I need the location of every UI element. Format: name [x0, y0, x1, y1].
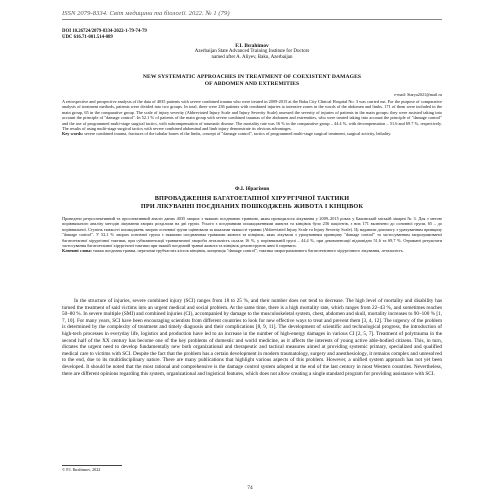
author-affiliation-1: Azerbaijan State Advanced Training Institute for Doctors [194, 49, 310, 55]
author-email: e-mail: Starya2021@mail.ru [394, 92, 442, 97]
author-affiliation-2: named after A. Aliyev, Baku, Azerbaijan [211, 55, 293, 61]
title-en-line-2: OF ABDOMEN AND EXTREMITIES [204, 81, 300, 87]
keywords-ua-label: Ключові слова: [62, 248, 92, 254]
title-ua-line-2: ПРИ ЛІКУВАННІ ПОЄДНАНИХ ПОШКОДЖЕНЬ ЖИВОТА І КІНЦІВОК [140, 202, 364, 210]
doi: DOI 10.26724/2079-8334-2022-1-79-74-79 [62, 29, 147, 34]
keywords-en-label: Key words: [62, 131, 84, 137]
author-block [62, 43, 442, 62]
udc: UDC 616.71-001.514-089 [62, 35, 113, 40]
title-ua-line-1: ВПРОВАДЖЕННЯ БАГАТОЕТАПНОЇ ХІРУРГІЧНОЇ ТАКТИКИ [154, 195, 350, 202]
keywords-en: severe combined trauma, fractures of the tubular bones of the limbs, concept of "damage control", tactics of programmed multi-stage surgical treatment, surgical activity, lethality. [84, 131, 392, 137]
title-en-line-1: NEW SYSTEMATIC APPROACHES IN TREATMENT OF COEXISTENT DAMAGES [142, 74, 362, 80]
abstract-ua [62, 216, 442, 254]
author-name: F.I. Ibrahimov [235, 43, 269, 49]
article-title-ua [62, 195, 442, 210]
keywords-ua: тяжка поєднана травма, переломи трубчастих кісток кінцівок, концепція "damage control", тактика запрограмованого багатоетапного хірургічного лікування, летальність. [93, 248, 404, 254]
article-title-en [62, 74, 442, 88]
footnote-divider [62, 465, 122, 466]
abstract-en [62, 99, 442, 137]
journal-header: ISSN 2079-8334. Світ медицини та біології. 2022. № 1 (79) [62, 10, 442, 20]
copyright-footnote: © F.I. Ibrahimov, 2022 [62, 467, 101, 472]
body-paragraph: In the structure of injuries, severe combined injury (SCI) ranges from 18 to 25 %, and their number does not tend to decrease. The high level of mortality and disability has turned the treatment of said victims into an urgent medical and social problem. At the same time, there is a high mortality rate, which ranges from 22–43 %, and sometimes reaches 50–80 %. In severe multiple (SMI) and combined injuries (CI), accompanied by damage to the musculoskeletal system, chest, abdomen and skull, mortality increases to 90–100 % [1, 7, 10]. For many years, SCI have been encouraging scientists from different countries to look for new effective ways to treat and prevent them [3, 4, 12]. The urgency of the problem is determined by the complexity of treatment and timely diagnosis and their complications [8, 9, 11]. The development of scientific and technological progress, the introduction of high-tech processes in everyday life, logistics and production have led to an increase in the number of high-energy damages in various CI [2, 5, 7]. Treatment of polytrauma in the second half of the XX century has become one of the key problems of domestic and world medicine, as it affects the interests of young active able-bodied citizens. This, in turn, dictates the urgent need to develop fundamentally new both organizational and therapeutic and tactical measures aimed at providing systemic primary, specialized and qualified medical care to victims with SCI. Despite the fact that the problem has a certain development in modern traumatology, surgery and anesthesiology, it remains complex and unresolved to the end, due to its multidisciplinary nature. There are many publications that highlight various aspects of this problem. However, a unified system approach has not yet been developed. It should be noted that the most rational and comprehensive is the damage control system adopted at the end of the last century in most Western countries. Nevertheless, there are different opinions regarding this system, organizational and logistical features, which does not allow creating a single standard program for providing assistance with SCI. [62, 298, 442, 377]
doi-block [62, 29, 147, 41]
page-number: 74 [247, 485, 253, 491]
author-name-ua: Ф.І. Ібрагімов [234, 186, 270, 192]
abstract-en-text: A retrospective and prospective analysis of the data of 4035 patients with severe combined trauma who were treated in 2009-2015 at the Baku City Clinical Hospital No. 3 was carried out. For the purpose of comparative analysis of treatment methods, patients were divided into two groups. In total, there were 236 patients with combined injuries to intensive zones in the words of the abdomen and limbs, 171 of them were included in the main group, 65 in the comparative group. The scale of injury severity (Abbreviated Injury Scale and Injury Severity Scale) assessed the severity of injuries of patients in the main groups: they were assisted taking into account the principle of "damage control". In 52.1 % of patients of the main group with severe combined traumas of the abdomen and extremities, who were treated taking into account the principle of "damage control" and the use of programmed multi-stage surgical tactics, with subcompensation of traumatic disease. The mortality rate was 16 % in the comparative group – 44.4 %, with decompensation – 51.6 and 69.7 %, respectively. The results of using multi-stage surgical tactics with severe combined abdominal and limb injury demonstrate its obvious advantages. [62, 99, 442, 132]
abstract-ua-text: Проведено ретроспективний та проспективний аналіз даних 4035 хворих з тяжкою поєднаною травмою, яким проводилося лікування у 2009–2015 роках у Бакинській міській лікарні № 3. Для з метою порівняльного аналізу методів лікування хворих розділили на дві групи. Усього з поєднаними пошкодженнями живота та кінцівок було 236 пацієнтів, з них 171 включено до основної групи, 65 – до порівняльної. Ступінь тяжкості пошкоджень хворих основної групи оцінювали за шкалами тяжкості травми (Abbreviated Injury Scale та Injury Severity Scale). Ці надавали допомогу з урахуванням принципу "damage control". У 52,1 % хворих основної групи з тяжкими поєднаними травмами живота та кінцівок, яких лікували з урахуванням принципу "damage control" та застосуванням запрограмованої багатоетапної хірургічної тактики, при субкомпенсації травматичної хвороби летальність склала 16 %, у порівняльній групі – 44,4 %, при декомпенсації відповідно 51,6 та 69,7 %. Отримані результати застосування багатоетапної хірургічної тактики при тяжкій поєднаній травмі живота та кінцівок демонструють явні її переваги. [62, 216, 442, 249]
